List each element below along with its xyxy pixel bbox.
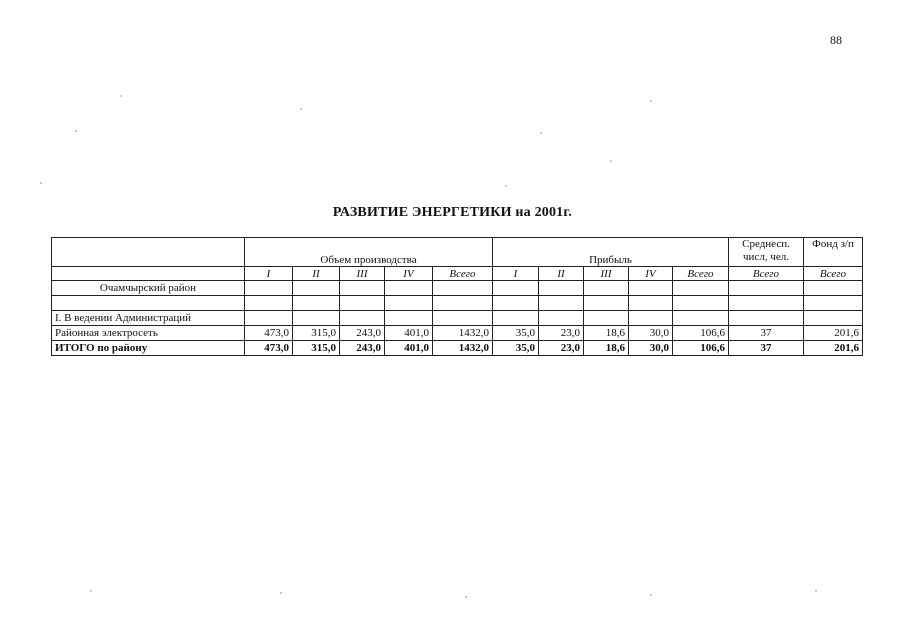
empty-cell [729,296,804,311]
empty-cell [629,311,673,326]
header-row-groups [52,238,863,267]
scan-speck [610,160,612,162]
empty-cell [52,296,245,311]
empty-cell [245,311,293,326]
energy-table [51,237,863,356]
document-title: РАЗВИТИЕ ЭНЕРГЕТИКИ на 2001г. [332,205,573,220]
header-wage-fund: Фонд з/п [804,238,863,267]
header-profit: Прибыль [493,238,729,267]
empty-cell [493,311,539,326]
empty-cell [539,311,584,326]
empty-cell [433,281,493,296]
scan-speck [815,590,817,592]
wage-fund-total: 201,6 [804,326,863,341]
profit-q3: 18,6 [584,341,629,356]
region-label: Очамчырский район [52,281,245,296]
empty-cell [293,296,340,311]
scan-speck [300,108,302,110]
empty-cell [804,296,863,311]
empty-cell [493,296,539,311]
total-row [52,341,863,356]
subheader-wage-fund-total: Всего [804,267,863,281]
profit-q2: 23,0 [539,341,584,356]
header-row-subcolumns [52,267,863,281]
empty-cell [293,311,340,326]
subheader-profit-total: Всего [673,267,729,281]
empty-cell [539,281,584,296]
scan-speck [540,132,542,134]
empty-cell [293,281,340,296]
subheader-profit-q2: II [539,267,584,281]
empty-cell [804,311,863,326]
production-q2: 315,0 [293,326,340,341]
scan-speck [505,185,507,187]
page-number: 88 [830,33,842,47]
spacer-row [52,296,863,311]
profit-q2: 23,0 [539,326,584,341]
empty-cell [385,311,433,326]
subheader-profit-q1: I [493,267,539,281]
empty-cell [584,281,629,296]
empty-cell [673,281,729,296]
scan-speck [280,592,282,594]
empty-cell [245,296,293,311]
scan-speck [120,95,122,97]
subheader-profit-q4: IV [629,267,673,281]
section-label: I. В ведении Администраций [52,311,245,326]
table-row [52,326,863,341]
avg-staff-total: 37 [729,326,804,341]
empty-cell [340,296,385,311]
empty-cell [433,311,493,326]
empty-cell [584,311,629,326]
subheader-production-q2: II [293,267,340,281]
region-row [52,281,863,296]
subheader-production-q4: IV [385,267,433,281]
empty-cell [340,281,385,296]
empty-cell [629,281,673,296]
scan-speck [650,100,652,102]
production-q3: 243,0 [340,341,385,356]
empty-cell [493,281,539,296]
profit-q4: 30,0 [629,326,673,341]
empty-cell [340,311,385,326]
header-avg-staff: Среднесп. числ, чел. [729,238,804,267]
empty-cell [584,296,629,311]
empty-cell [673,311,729,326]
scan-speck [40,182,42,184]
scan-speck [90,590,92,592]
profit-total: 106,6 [673,341,729,356]
header-blank-cell [52,238,245,267]
scan-speck [465,596,467,598]
profit-total: 106,6 [673,326,729,341]
row-label: ИТОГО по району [52,341,245,356]
empty-cell [539,296,584,311]
subheader-production-q1: I [245,267,293,281]
scan-speck [75,130,77,132]
subheader-profit-q3: III [584,267,629,281]
subheader-production-total: Всего [433,267,493,281]
production-q3: 243,0 [340,326,385,341]
empty-cell [433,296,493,311]
subheader-avg-staff-total: Всего [729,267,804,281]
subheader-blank-cell [52,267,245,281]
empty-cell [245,281,293,296]
profit-q4: 30,0 [629,341,673,356]
production-q2: 315,0 [293,341,340,356]
empty-cell [385,296,433,311]
empty-cell [729,281,804,296]
production-q4: 401,0 [385,341,433,356]
empty-cell [629,296,673,311]
profit-q1: 35,0 [493,341,539,356]
production-q1: 473,0 [245,341,293,356]
production-q1: 473,0 [245,326,293,341]
profit-q1: 35,0 [493,326,539,341]
header-production: Объем производства [245,238,493,267]
empty-cell [673,296,729,311]
empty-cell [385,281,433,296]
wage-fund-total: 201,6 [804,341,863,356]
section-row [52,311,863,326]
empty-cell [804,281,863,296]
row-label: Районная электросеть [52,326,245,341]
scan-speck [650,594,652,596]
production-total: 1432,0 [433,326,493,341]
avg-staff-total: 37 [729,341,804,356]
empty-cell [729,311,804,326]
subheader-production-q3: III [340,267,385,281]
profit-q3: 18,6 [584,326,629,341]
production-total: 1432,0 [433,341,493,356]
production-q4: 401,0 [385,326,433,341]
